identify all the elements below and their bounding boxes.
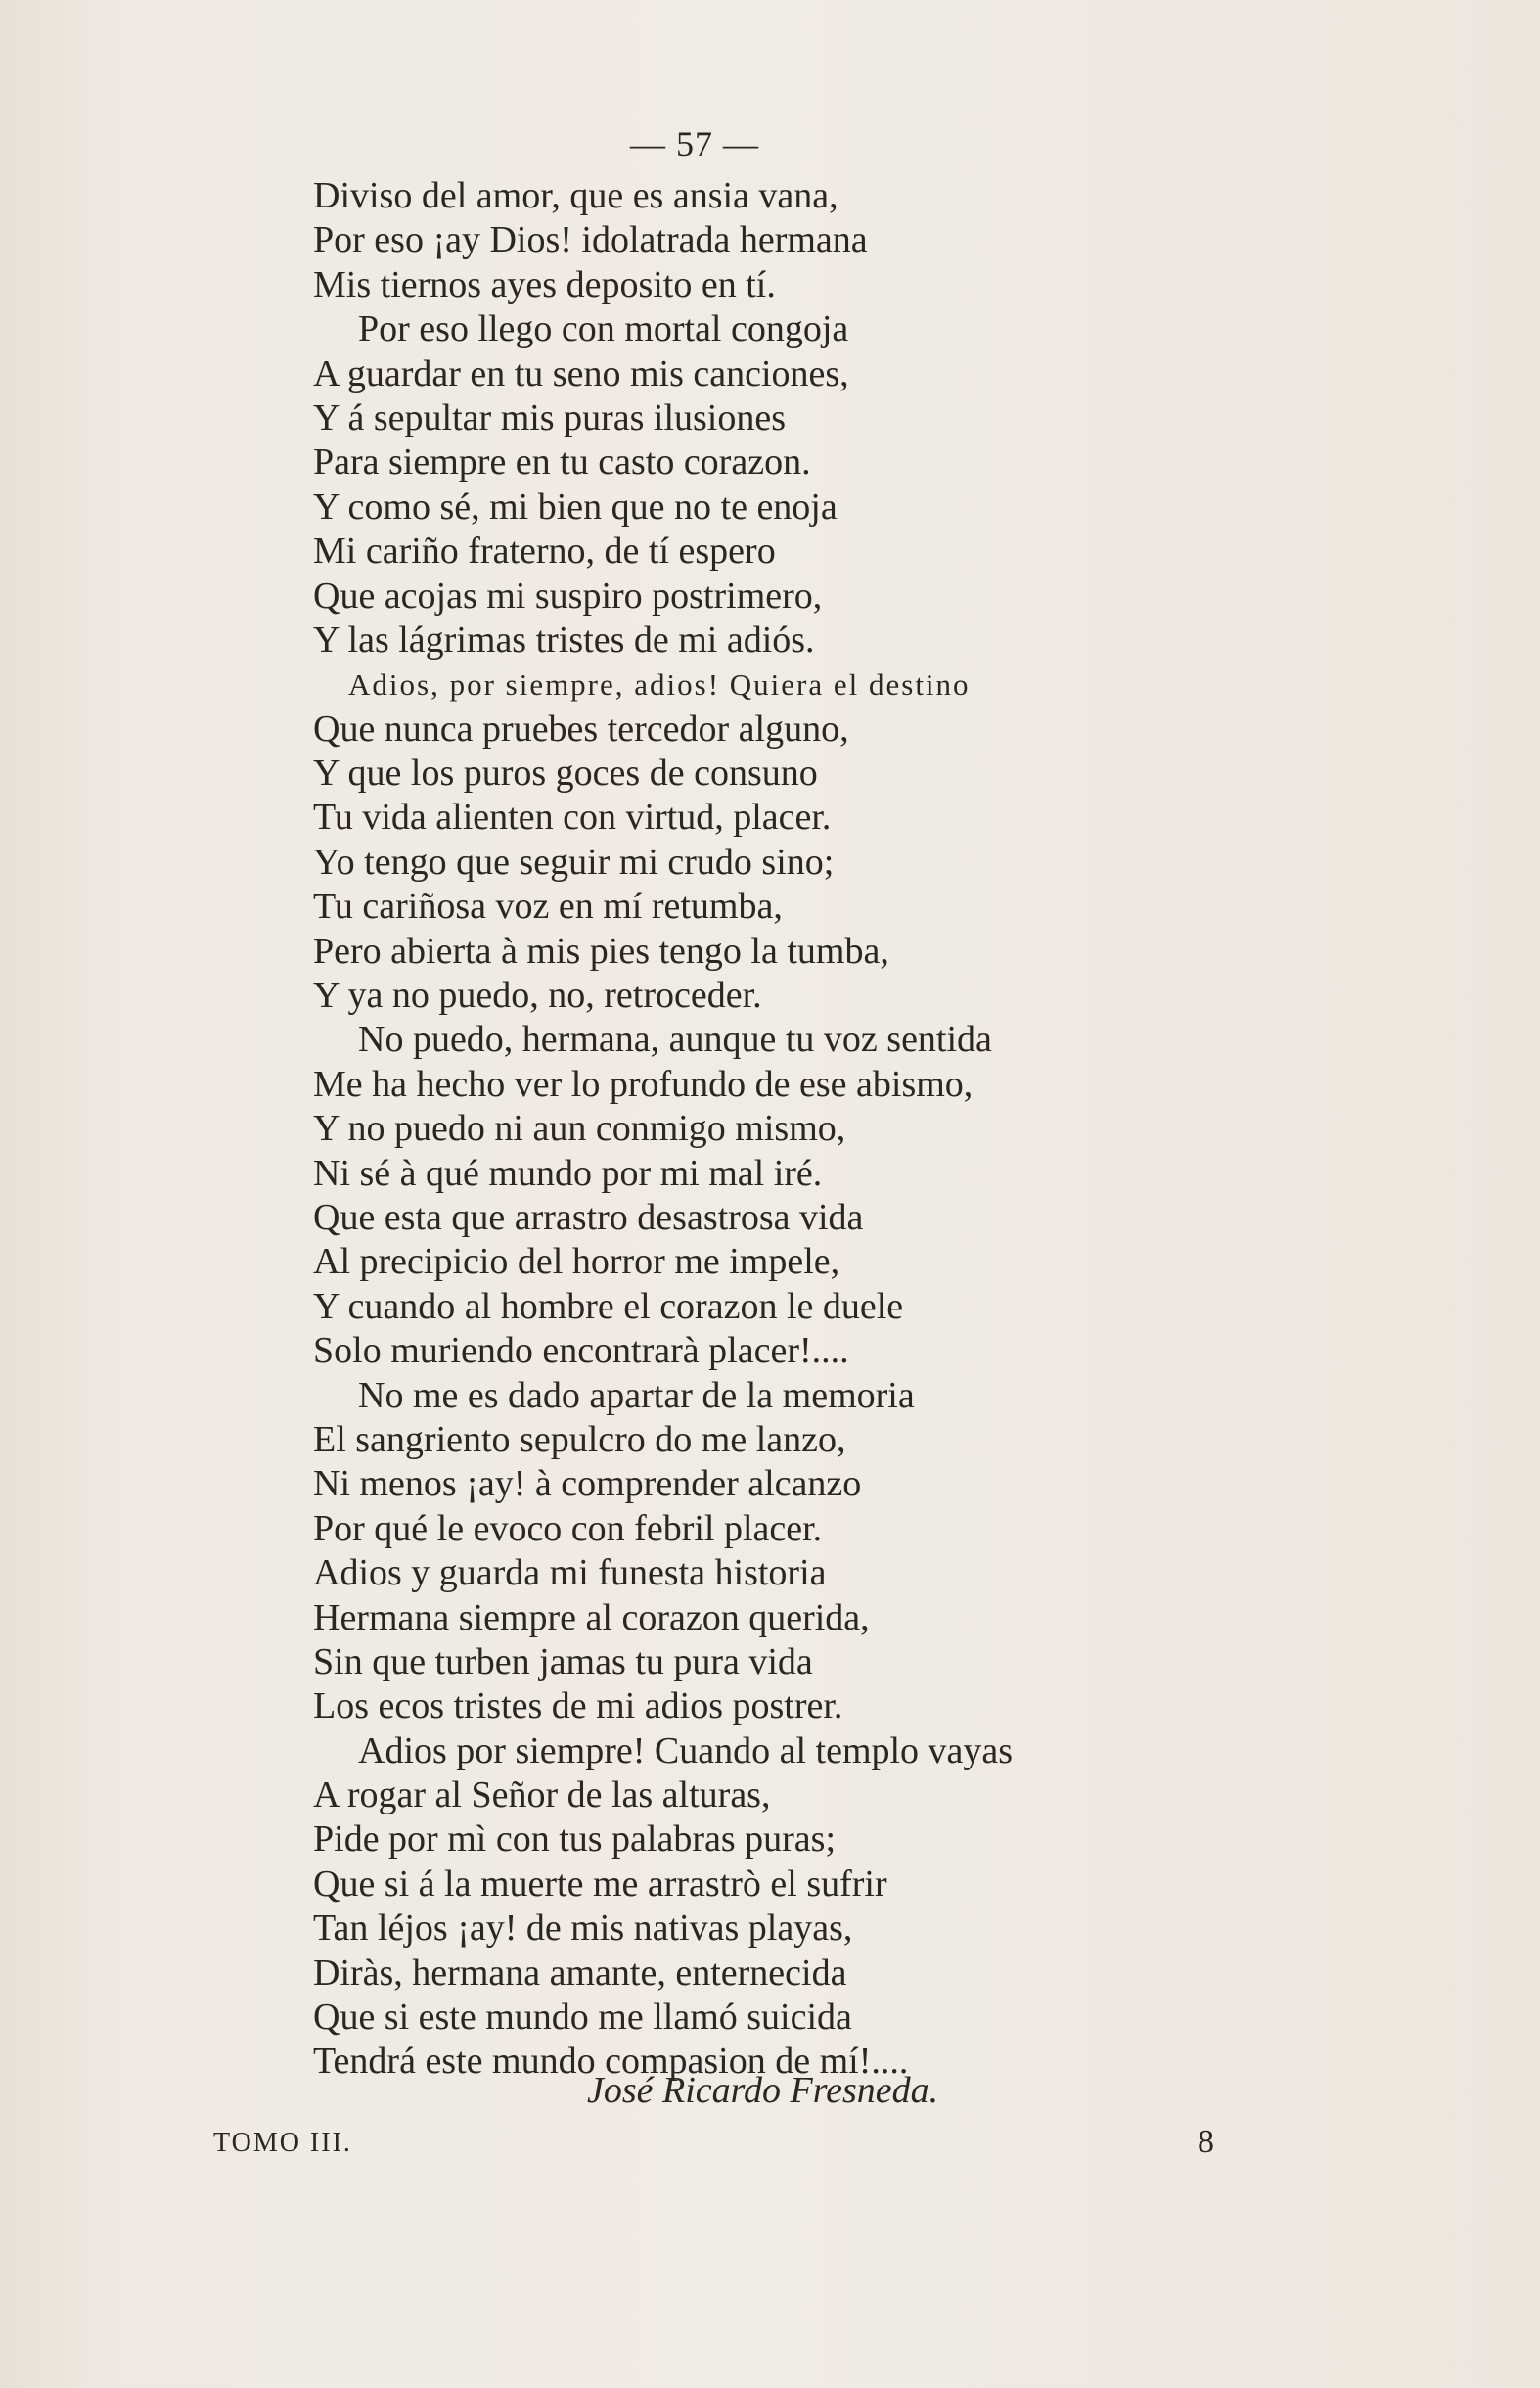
poem-line: Ni sé à qué mundo por mi mal iré. — [313, 1152, 823, 1194]
poem-line: Y como sé, mi bien que no te enoja — [313, 485, 838, 528]
poem-line: Tendrá este mundo compasion de mí!.... — [313, 2041, 909, 2083]
poem-line: Adios y guarda mi funesta historia — [313, 1552, 827, 1594]
poem-line: Y cuando al hombre el corazon le duele — [313, 1285, 904, 1327]
poem-line: Y que los puros goces de consuno — [313, 753, 818, 795]
poem-line: Que si á la muerte me arrastrò el sufrir — [313, 1862, 887, 1905]
poem-line: Tu cariñosa voz en mí retumba, — [313, 886, 783, 928]
poem-line: Ni menos ¡ay! à comprender alcanzo — [313, 1463, 862, 1505]
poem-line: Por eso llego con mortal congoja — [358, 308, 849, 350]
poem-line: Y á sepultar mis puras ilusiones — [313, 396, 787, 438]
poem-line: No puedo, hermana, aunque tu voz sentida — [358, 1019, 992, 1061]
volume-label: TOMO III. — [213, 2128, 352, 2158]
poem-line: Tu vida alienten con virtud, placer. — [313, 797, 832, 839]
poem-line: Que esta que arrastro desastrosa vida — [313, 1196, 864, 1238]
page-number: — 57 — — [630, 124, 759, 163]
poem-line: Y no puedo ni aun conmigo mismo, — [313, 1108, 846, 1150]
poem-line: Solo muriendo encontrarà placer!.... — [313, 1330, 849, 1372]
poem-line: Pide por mì con tus palabras puras; — [313, 1818, 837, 1860]
poem-line: A rogar al Señor de las alturas, — [313, 1774, 771, 1816]
poem-line: Yo tengo que seguir mi crudo sino; — [313, 841, 835, 883]
poem-line: Y ya no puedo, no, retroceder. — [313, 975, 762, 1017]
poem-line: Por qué le evoco con febril placer. — [313, 1507, 823, 1549]
poem-line: El sangriento sepulcro do me lanzo, — [313, 1418, 846, 1460]
poem-line: A guardar en tu seno mis canciones, — [313, 352, 849, 394]
poem-line: No me es dado apartar de la memoria — [358, 1374, 915, 1416]
poem-line: Adios por siempre! Cuando al templo vayas — [358, 1729, 1014, 1771]
poem-line: Pero abierta à mis pies tengo la tumba, — [313, 930, 889, 972]
poem-line: Diviso del amor, que es ansia vana, — [313, 175, 838, 216]
poem-line: Tan léjos ¡ay! de mis nativas playas, — [313, 1907, 853, 1950]
poem-line: Y las lágrimas tristes de mi adiós. — [313, 619, 815, 661]
poem-line: Los ecos tristes de mi adios postrer. — [313, 1685, 843, 1727]
poem-line: Mi cariño fraterno, de tí espero — [313, 530, 776, 573]
poem — [313, 174, 1174, 2085]
poem-line: Que si este mundo me llamó suicida — [313, 1997, 852, 2039]
poem-line: Para siempre en tu casto corazon. — [313, 441, 811, 483]
poem-line: Mis tiernos ayes deposito en tí. — [313, 263, 776, 305]
poem-line: Sin que turben jamas tu pura vida — [313, 1640, 813, 1682]
poem-line: Me ha hecho ver lo profundo de ese abismo, — [313, 1063, 974, 1105]
poem-line: Diràs, hermana amante, enternecida — [313, 1952, 847, 1994]
author-signature: José Ricardo Fresneda. — [587, 2070, 939, 2111]
poem-line: Hermana siempre al corazon querida, — [313, 1596, 870, 1638]
poem-line: Que acojas mi suspiro postrimero, — [313, 574, 823, 617]
signature-mark: 8 — [1198, 2124, 1214, 2160]
poem-line: Adios, por siempre, adios! Quiera el destino — [348, 667, 971, 703]
poem-line: Al precipicio del horror me impele, — [313, 1241, 840, 1283]
poem-line: Que nunca pruebes tercedor alguno, — [313, 708, 849, 750]
poem-line: Por eso ¡ay Dios! idolatrada hermana — [313, 219, 868, 261]
